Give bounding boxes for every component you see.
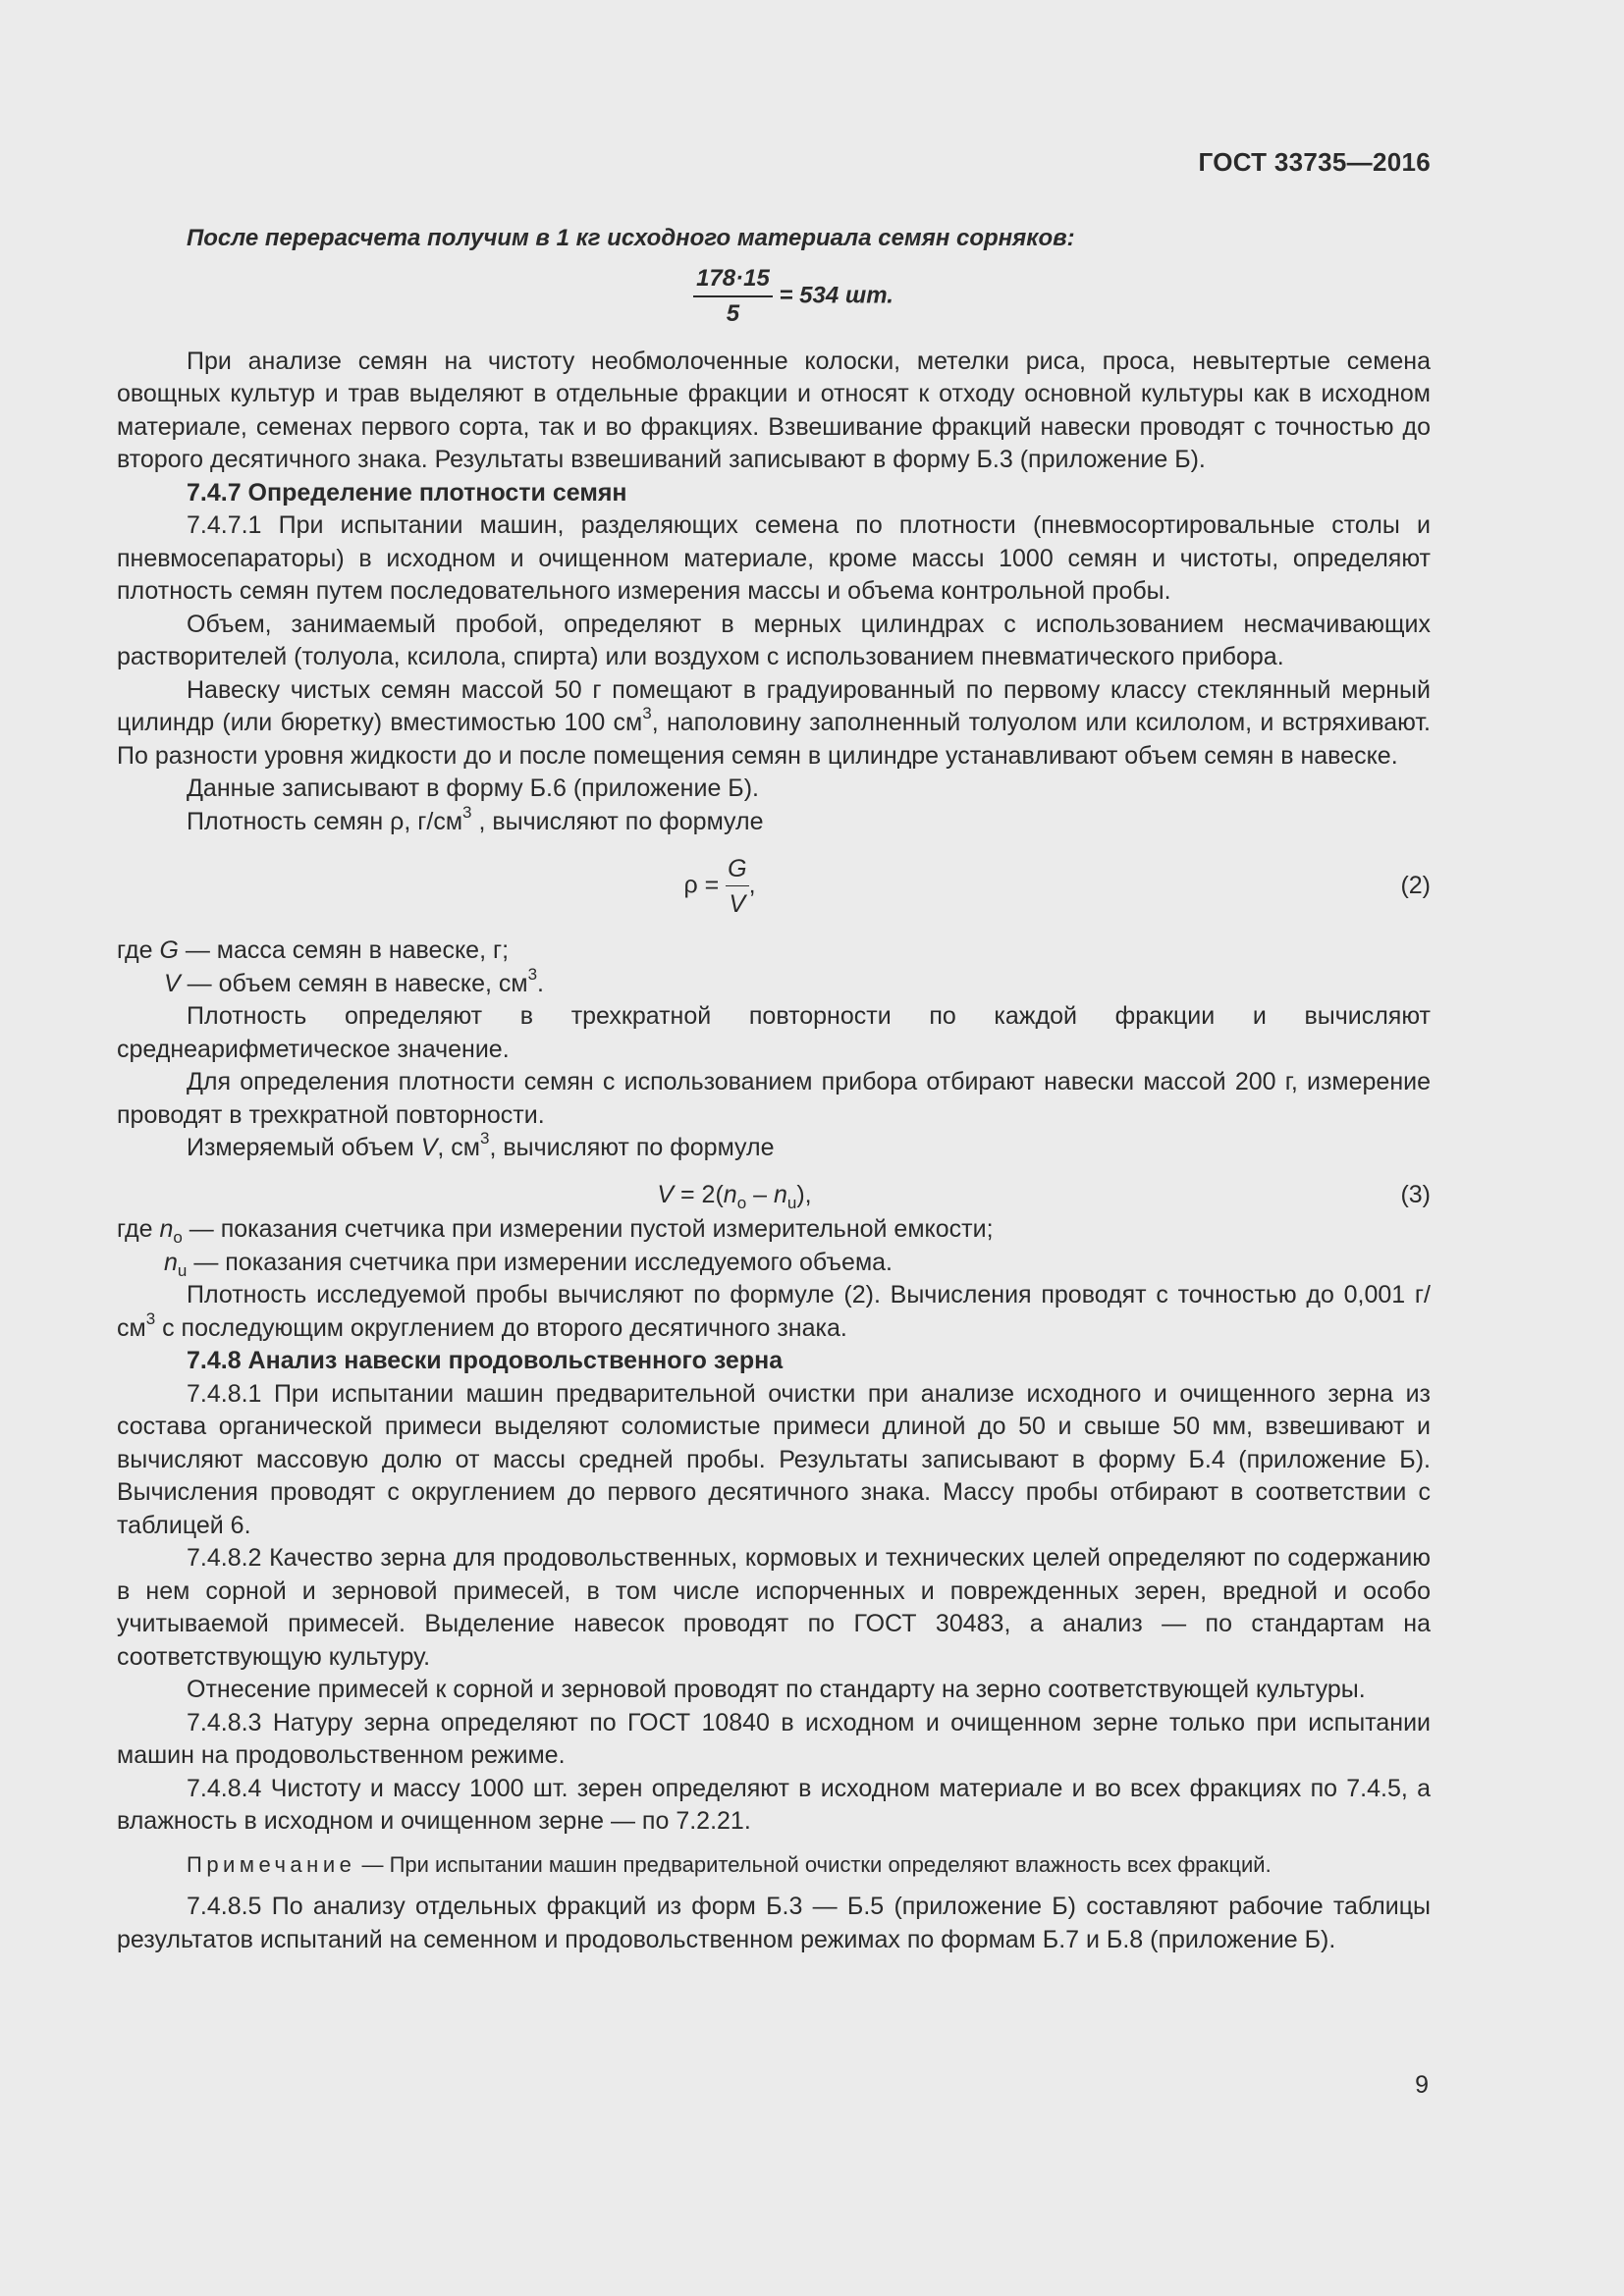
comma: ,: [748, 871, 756, 899]
text-run: , наполовину заполненный толуолом или ксилолом, и встряхивают. По разности уровня жидкости до и после помещения семян в цилиндре устанавливают объем семян в навеске.: [117, 709, 1431, 770]
text-run: Плотность семян ρ, г/см: [187, 807, 463, 835]
paragraph-7-4-8-2: 7.4.8.2 Качество зерна для продовольственных, кормовых и технических целей определяют по содержанию в нем сорной и зерновой примесей, в том числе испорченных и поврежденных зерен, вредной и особо учитываемой примесей. Выделение навесок проводят по ГОСТ 30483, а анализ — по стандартам на соответствующую культуру.: [117, 1544, 1431, 1671]
recalc-intro: После перерасчета получим в 1 кг исходного материала семян сорняков:: [187, 225, 1075, 251]
symbol-g: G: [728, 855, 747, 882]
formula-volume: [117, 1179, 1431, 1212]
symbol-v: V: [657, 1180, 675, 1208]
paragraph-triple-repeat: Плотность определяют в трехкратной повторности по каждой фракции и вычисляют среднеарифметическое значение.: [117, 1002, 1431, 1063]
paragraph-7-4-7-1: 7.4.7.1 При испытании машин, разделяющих семена по плотности (пневмосортировальные столы и пневмосепараторы) в исходном и очищенном материале, кроме массы 1000 семян и чистоты, определяют плотность семян путем последовательного измерения массы и объема контрольной пробы.: [117, 511, 1431, 605]
paragraph-density-calc: [117, 1279, 1431, 1345]
subscript: о: [173, 1227, 183, 1247]
document-code-header: ГОСТ 33735—2016: [1198, 147, 1431, 177]
section-heading-7-4-7: 7.4.7 Определение плотности семян: [187, 478, 627, 507]
text-run: , см: [437, 1134, 480, 1161]
text-run: где: [117, 936, 160, 964]
symbol-v: V: [420, 1134, 438, 1161]
paragraph-7-4-8-5: 7.4.8.5 По анализу отдельных фракций из форм Б.3 — Б.5 (приложение Б) составляют рабочие таблицы результатов испытаний на семенном и продовольственном режимах по формам Б.7 и Б.8 (приложение Б).: [117, 1893, 1431, 1953]
text-run: — показания счетчика при измерении пустой измерительной емкости;: [182, 1215, 994, 1243]
text-run: ),: [796, 1180, 812, 1208]
fraction: [693, 263, 773, 330]
paragraph-volume: Объем, занимаемый пробой, определяют в мерных цилиндрах с использованием несмачивающих растворителей (толуола, ксилола, спирта) или воздухом с использованием пневматического прибора.: [117, 610, 1431, 670]
superscript: 3: [145, 1308, 156, 1328]
symbol-n: n: [723, 1180, 737, 1208]
superscript: 3: [480, 1129, 490, 1148]
paragraph-sample-procedure: [117, 674, 1431, 774]
symbol-n: n: [164, 1248, 178, 1276]
text-run: –: [746, 1180, 774, 1208]
formula-weeds-count: [117, 263, 1431, 340]
page-number: 9: [1415, 2071, 1429, 2099]
note-text: — При испытании машин предварительной очистки определяют влажность всех фракций.: [355, 1851, 1272, 1877]
text-run: Навеску чистых семян массой 50 г помещают в градуированный по первому классу стеклянный мерный цилиндр (или бюретку) вместимостью 100 см: [117, 675, 1431, 736]
paragraph-7-4-8-3: 7.4.8.3 Натуру зерна определяют по ГОСТ 10840 в исходном и очищенном зерне только при испытании машин на продовольственном режиме.: [117, 1708, 1431, 1769]
symbol-g: G: [159, 936, 179, 964]
rho-symbol: ρ =: [683, 871, 727, 899]
paragraph-measured-volume: [117, 1129, 1431, 1165]
document-body: [117, 222, 1431, 1956]
note: [117, 1848, 1431, 1882]
subscript: u: [786, 1193, 797, 1212]
formula-number-3: (3): [1400, 1180, 1431, 1208]
text-run: , вычисляют по формуле: [471, 807, 764, 835]
fraction-denominator: 5: [726, 299, 740, 327]
symbol-n: n: [159, 1215, 174, 1243]
where-n-u: [117, 1247, 1431, 1280]
symbol-n: n: [773, 1180, 787, 1208]
fraction: [726, 852, 748, 921]
superscript: 3: [642, 704, 652, 723]
text-run: — масса семян в навеске, г;: [178, 936, 510, 964]
text-run: .: [537, 969, 544, 997]
paragraph-density-intro: [117, 802, 1431, 839]
formula-number-2: (2): [1400, 872, 1431, 899]
text-run: = 2(: [674, 1180, 724, 1208]
fraction-numerator: [726, 852, 748, 886]
where-v: [117, 964, 1431, 1001]
section-heading-7-4-8: 7.4.8 Анализ навески продовольственного зерна: [187, 1347, 784, 1374]
text-run: с последующим округлением до второго десятичного знака.: [155, 1313, 847, 1342]
where-n-o: [117, 1213, 1431, 1247]
subscript: о: [736, 1193, 747, 1212]
paragraph-7-4-8-1: 7.4.8.1 При испытании машин предварительной очистки при анализе исходного и очищенного зерна из состава органической примеси выделяют соломистые примеси длиной до 50 и свыше 50 мм, взвешивают и вычисляют массовую долю от массы средней пробы. Результаты записывают в форму Б.4 (приложение Б). Вычисления проводят с округлением до первого десятичного знака. Массу пробы отбирают в соответствии с таблицей 6.: [117, 1379, 1431, 1539]
symbol-v: V: [164, 969, 181, 997]
paragraph-record-form: Данные записывают в форму Б.6 (приложение Б).: [187, 774, 759, 802]
subscript: u: [177, 1260, 188, 1280]
text-run: — показания счетчика при измерении исследуемого объема.: [187, 1248, 893, 1276]
paragraph-7-4-8-4: 7.4.8.4 Чистоту и массу 1000 шт. зерен определяют в исходном материале и во всех фракциях по 7.4.5, а влажность в исходном и очищенном зерне — по 7.2.21.: [117, 1774, 1431, 1835]
text-run: где: [117, 1215, 160, 1243]
paragraph-impurity: Отнесение примесей к сорной и зерновой проводят по стандарту на зерно соответствующей культуры.: [187, 1676, 1366, 1703]
formula-result: = 534 шт.: [779, 281, 893, 308]
fraction-numerator: 178·15: [693, 263, 773, 297]
text-run: — объем семян в навеске, см: [180, 969, 528, 997]
fraction-denominator: [726, 886, 748, 921]
symbol-v: V: [729, 890, 746, 918]
formula-density: [117, 840, 1431, 934]
paragraph-purity-analysis: При анализе семян на чистоту необмолоченные колоски, метелки риса, проса, невытертые семена овощных культур и трав выделяют в отдельные фракции и относят к отходу основной культуры как в исходном материале, семенах первого сорта, так и во фракциях. Взвешивание фракций навески проводят с точностью до второго десятичного знака. Результаты взвешиваний записывают в форму Б.3 (приложение Б).: [117, 347, 1431, 473]
superscript: 3: [527, 964, 538, 984]
text-run: , вычисляют по формуле: [489, 1134, 775, 1161]
note-label: Примечание: [187, 1851, 356, 1877]
where-g: [117, 934, 1431, 968]
text-run: Плотность исследуемой пробы вычисляют по формуле (2). Вычисления проводят с точностью до 0,001 г/см: [117, 1281, 1431, 1342]
paragraph-device-method: Для определения плотности семян с использованием прибора отбирают навески массой 200 г, измерение проводят в трехкратной повторности.: [117, 1068, 1431, 1129]
text-run: Измеряемый объем: [187, 1134, 421, 1161]
superscript: 3: [462, 802, 472, 822]
